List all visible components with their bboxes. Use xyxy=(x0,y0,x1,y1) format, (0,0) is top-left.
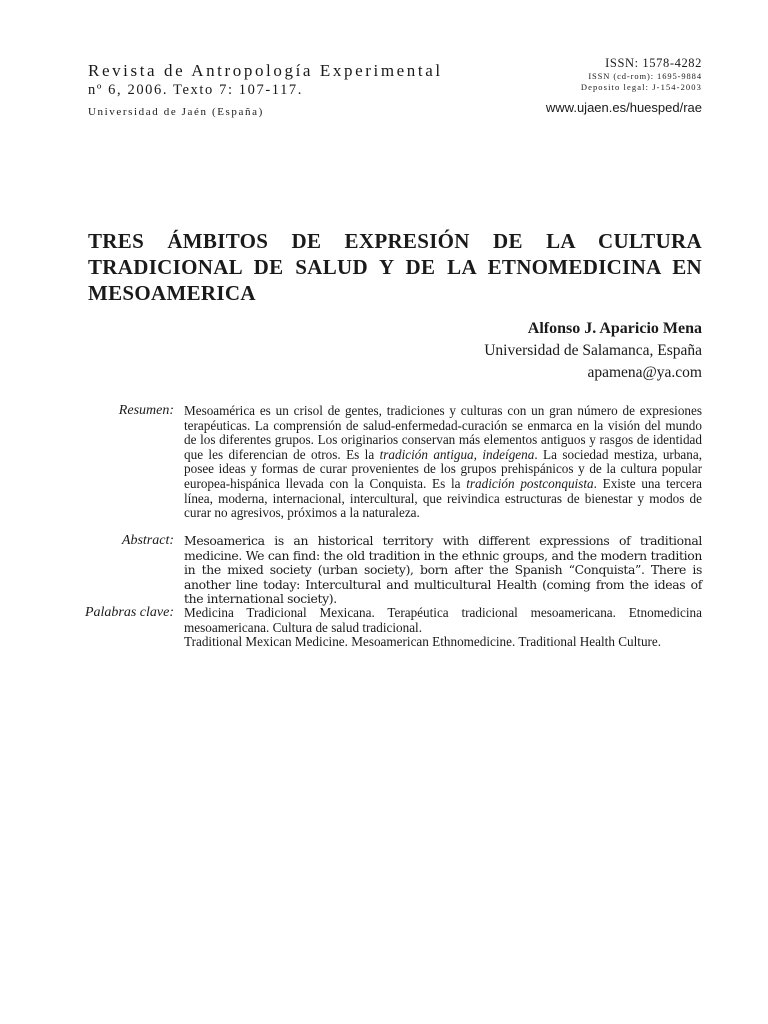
deposito-legal: Deposito legal: J-154-2003 xyxy=(580,82,702,92)
author-email[interactable]: apamena@ya.com xyxy=(587,364,702,381)
issn-cdrom: ISSN (cd-rom): 1695-9884 xyxy=(588,71,702,81)
resumen-label: Resumen: xyxy=(118,403,174,418)
keywords-label: Palabras clave: xyxy=(84,605,174,620)
journal-header xyxy=(88,60,443,122)
abstract-label: Abstract: xyxy=(121,533,174,548)
resumen-emphasis: tradición postconquista xyxy=(466,475,594,491)
resumen-section xyxy=(60,404,702,521)
keywords-section xyxy=(60,606,702,650)
journal-url[interactable]: www.ujaen.es/huesped/rae xyxy=(545,100,702,115)
issn: ISSN: 1578-4282 xyxy=(605,56,702,70)
keywords-text xyxy=(184,606,702,650)
abstract-text xyxy=(184,534,702,607)
issue-info: nº 6, 2006. Texto 7: 107-117. xyxy=(88,82,304,98)
keywords-spanish: Medicina Tradicional Mexicana. Terapéutica tradicional mesoamericana. Etnomedicina mesoamericana. Cultura de salud tradicional. xyxy=(184,605,702,635)
resumen-emphasis: tradición antigua, indeígena xyxy=(379,446,535,462)
abstract-section xyxy=(60,534,702,607)
resumen-text xyxy=(184,404,702,521)
keywords-english: Traditional Mexican Medicine. Mesoamerican Ethnomedicine. Traditional Health Culture. xyxy=(184,634,662,650)
journal-name: Revista de Antropología Experimental xyxy=(88,61,443,80)
resumen-text-part: . Existe una tercera línea, moderna, internacional, intercultural, que reivindica estructuras de bienestar y modos de curar no agresivos, próximos a la naturaleza. xyxy=(184,475,702,521)
article-title: TRES ÁMBITOS DE EXPRESIÓN DE LA CULTURA TRADICIONAL DE SALUD Y DE LA ETNOMEDICINA EN MESOAMERICA xyxy=(88,229,702,305)
journal-identifiers xyxy=(546,56,702,116)
publisher-university: Universidad de Jaén (España) xyxy=(88,106,264,118)
resumen-text-part: Mesoamérica es un crisol de gentes, tradiciones y culturas con un gran número de expresiones terapéuticas. La comprensión de salud-enfermedad-curación se enmarca en la visión del mundo de los diferentes grupos. Los originarios conservan más elementos antiguos y rasgos de identidad que les diferencian de otros. Es la xyxy=(184,403,702,462)
author-name: Alfonso J. Aparicio Mena xyxy=(527,320,702,337)
resumen-text-part: . La sociedad mestiza, urbana, posee ideas y formas de curar provenientes de los grupos prehispánicos y de la cultura popular europea-hispánica llevada con la Conquista. Es la xyxy=(184,446,703,491)
author-affiliation: Universidad de Salamanca, España xyxy=(484,342,702,359)
abstract-paragraph: Mesoamerica is an historical territory with different expressions of traditional medicine. We can find: the old tradition in the ethnic groups, and the modern tradition in the mixed society (urban society), born after the Spanish “Conquista”. There is another line today: Intercultural and multicultural Health (coming from the ideas of the international society). xyxy=(184,533,702,607)
author-block xyxy=(484,318,702,384)
